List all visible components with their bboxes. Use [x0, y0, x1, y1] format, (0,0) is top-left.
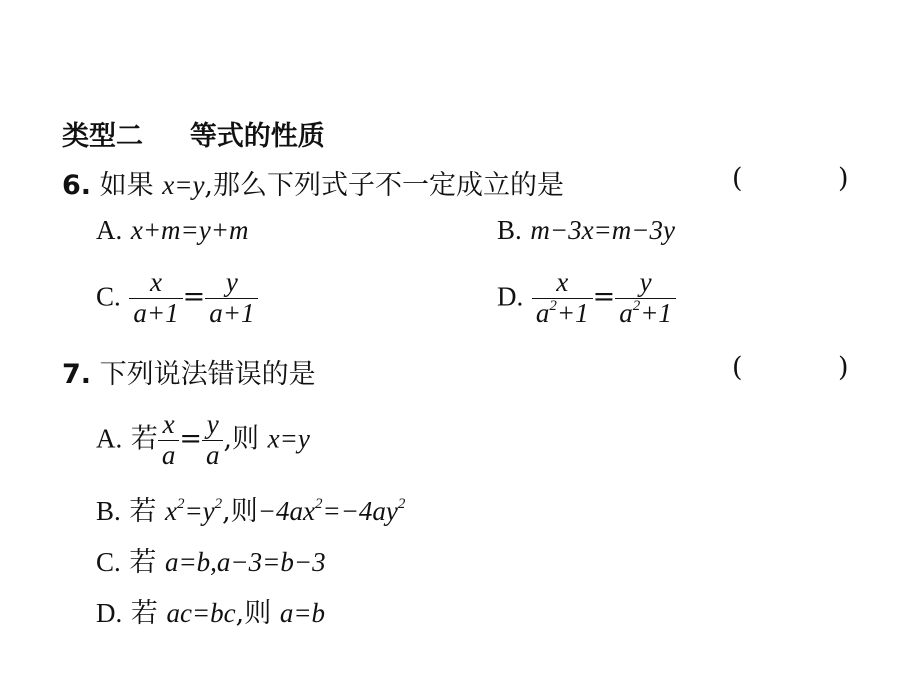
question-6-number: 6.: [62, 170, 92, 201]
question-6-stem: [62, 163, 564, 202]
q6-stem-end: ,那么下列式子不一定成立的是: [204, 170, 565, 201]
q7-option-b-conclusion: $-4ax^2=-4ay^2$: [257, 496, 406, 526]
q6-d-right-denominator: $a^2+1$: [615, 298, 676, 329]
q6-option-d-right-fraction: [615, 268, 676, 328]
q7-option-a-ruo: 若: [130, 423, 158, 455]
q6-option-d-left-fraction: [532, 268, 593, 328]
q7-a-left-numerator: x: [162, 409, 175, 439]
q7-a-right-numerator: y: [206, 409, 219, 439]
q7-option-b-ruo: 若: [129, 496, 157, 527]
q7-option-b-ze: ,则: [222, 496, 258, 527]
q7-option-d-ze: ,则: [235, 598, 272, 629]
q6-option-a: [96, 215, 248, 246]
q6-d-left-denominator: $a^2+1$: [532, 298, 593, 329]
q7-answer-paren-open: (: [732, 352, 743, 383]
q6-c-right-denominator: a+1: [205, 298, 258, 329]
q6-option-a-expr: x+m=y+m: [130, 215, 249, 245]
q7-option-c-text: a=b,a−3=b−3: [164, 547, 326, 577]
q7-option-a-ze: ,则: [223, 423, 260, 455]
question-7-stem: [62, 352, 316, 391]
q7-option-c: [96, 540, 326, 579]
q6-answer-paren-open: (: [732, 163, 743, 194]
q7-option-d-label: D.: [96, 598, 123, 628]
q7-option-c-label: C.: [96, 547, 121, 577]
q6-option-c-label: C.: [96, 281, 121, 312]
q7-option-b-condition: $x^2=y^2$: [164, 496, 223, 526]
q6-option-d-label: D.: [497, 281, 524, 312]
q7-option-b: [96, 489, 405, 528]
q6-option-b-label: B.: [497, 215, 522, 245]
q6-d-left-numerator: x: [556, 267, 569, 297]
q6-option-c-right-fraction: [205, 268, 258, 328]
q6-c-left-denominator: a+1: [129, 298, 182, 329]
section-type-label: 类型二: [62, 121, 143, 152]
q7-a-left-denominator: a: [158, 440, 180, 471]
q6-stem-start: 如果: [99, 170, 154, 201]
q6-c-left-numerator: x: [149, 267, 162, 297]
q7-option-a-label: A.: [96, 423, 123, 454]
q6-stem-equation: x=y: [162, 170, 205, 200]
q7-option-d-conclusion: a=b: [279, 598, 326, 628]
q7-option-d-condition: ac=bc: [166, 598, 236, 628]
q6-option-c-left-fraction: [129, 268, 182, 328]
q7-answer-paren-close: ): [838, 352, 849, 383]
section-topic: 等式的性质: [189, 121, 325, 152]
q6-d-right-numerator: y: [639, 267, 652, 297]
q6-option-c: C. $\frac{x}{a+1}$ = $\frac{y}{a+1}$: [96, 268, 258, 328]
q6-answer-paren-close: ): [838, 163, 849, 194]
q7-option-a-right-fraction: [202, 410, 224, 470]
q7-option-c-ruo: 若: [129, 547, 157, 578]
section-heading: [62, 114, 325, 153]
question-7-number: 7.: [62, 359, 92, 390]
q6-option-d: D. $\frac{x}{a^2+1}$ = $\frac{y}{a^2+1}$: [497, 268, 676, 328]
q7-stem-text: 下列说法错误的是: [99, 359, 316, 390]
q7-option-a-conclusion: x=y: [267, 423, 310, 454]
q6-option-b: [497, 215, 675, 246]
q6-c-right-numerator: y: [225, 267, 238, 297]
q7-option-d-ruo: 若: [130, 598, 158, 629]
q7-option-a: A. 若 $\frac{x}{a}$ = $\frac{y}{a}$ ,则 x=y: [96, 409, 310, 470]
q7-a-right-denominator: a: [202, 440, 224, 471]
q7-option-a-left-fraction: [158, 410, 180, 470]
q7-option-d: [96, 591, 325, 630]
q6-option-a-label: A.: [96, 215, 123, 245]
q6-option-b-expr: m−3x=m−3y: [530, 215, 675, 245]
q7-option-b-label: B.: [96, 496, 121, 526]
